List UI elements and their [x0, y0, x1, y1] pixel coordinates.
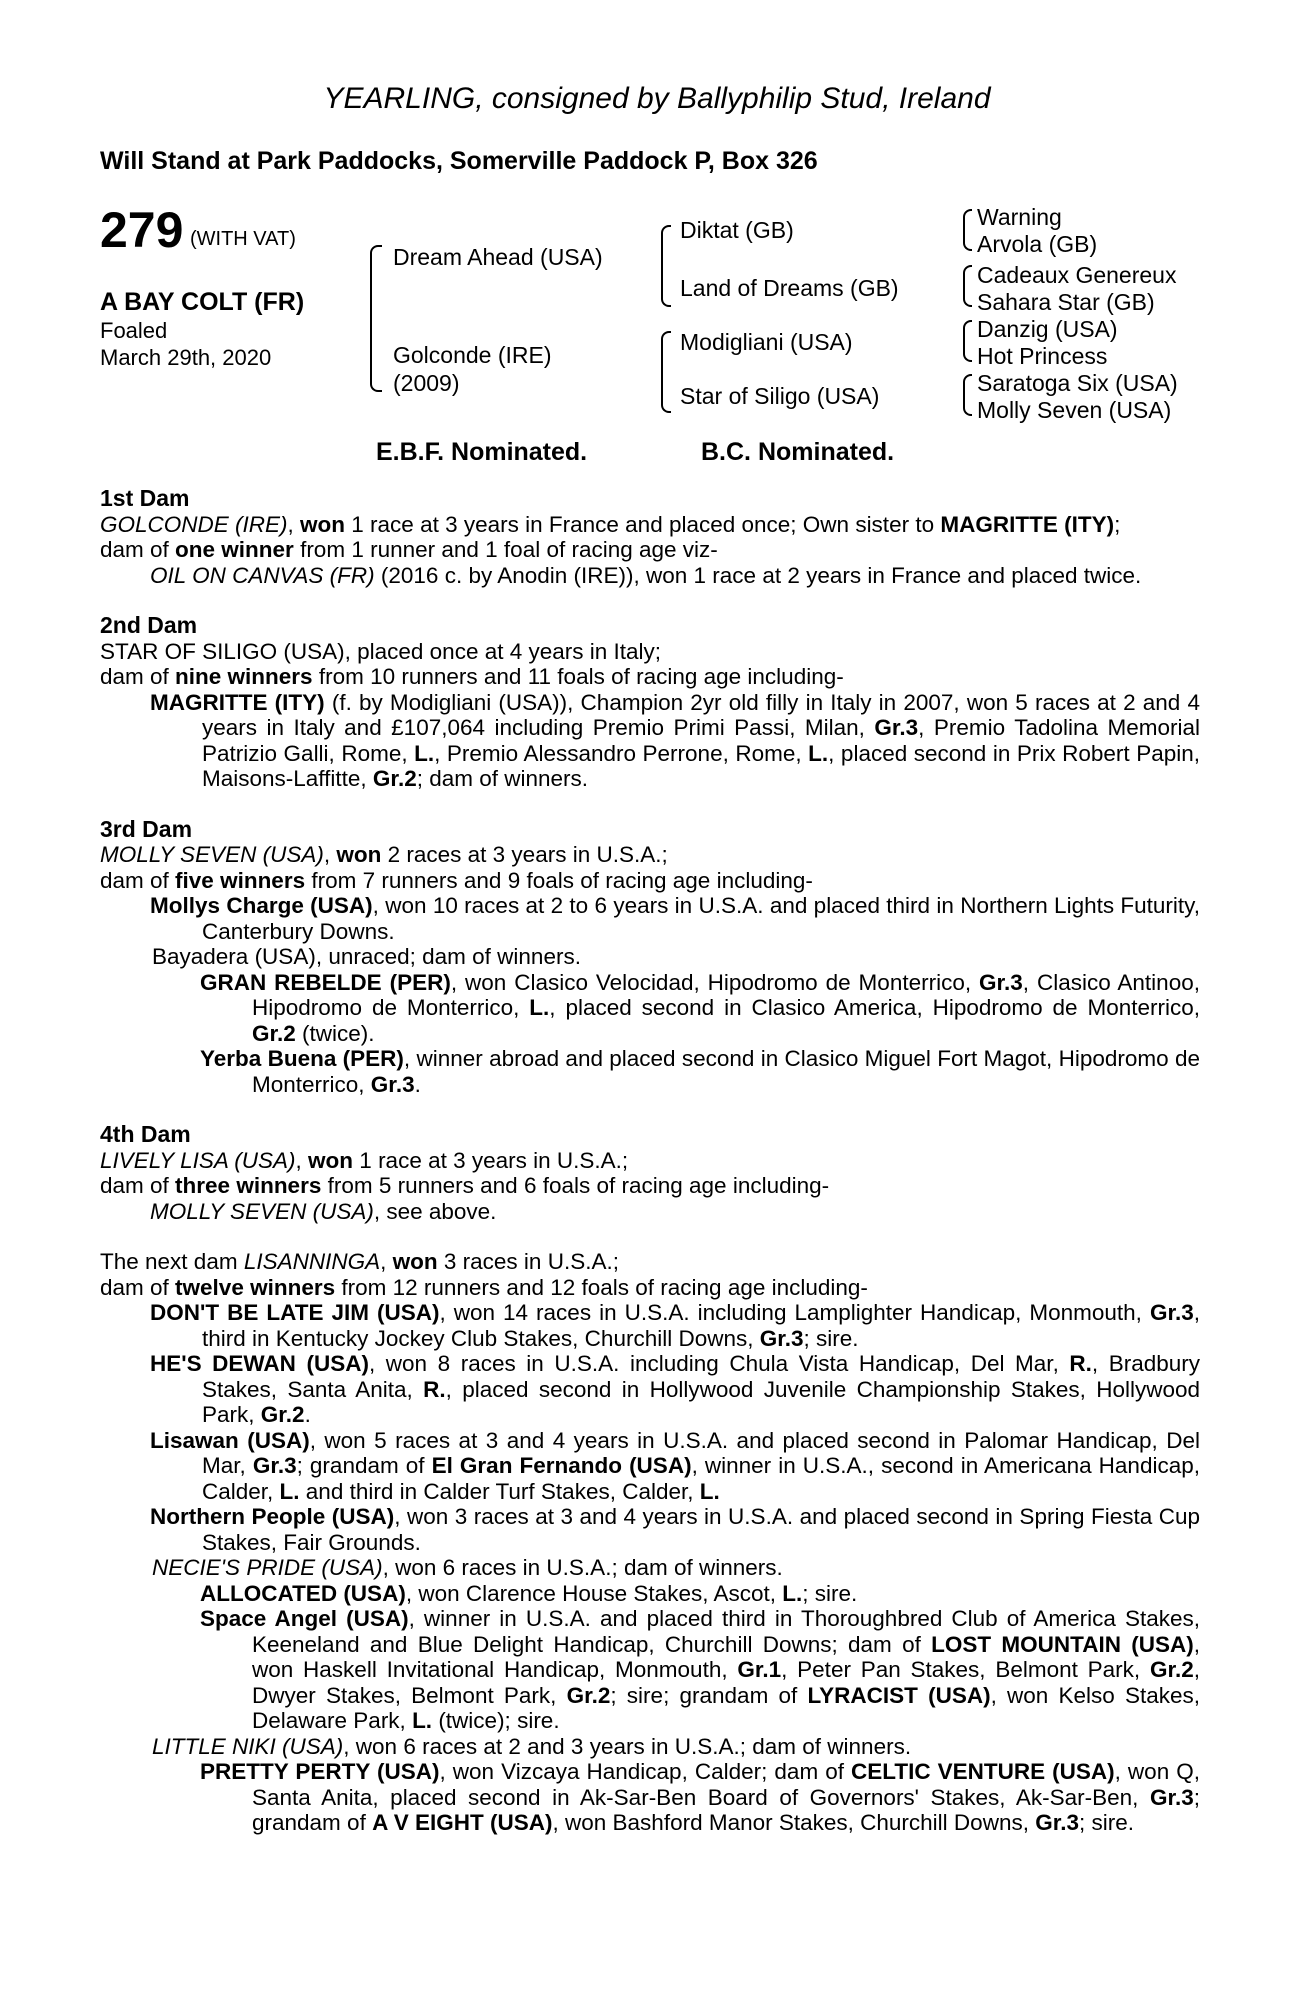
pedigree-sdd: Sahara Star (GB)	[977, 289, 1155, 315]
pedigree-dss: Danzig (USA)	[977, 316, 1118, 342]
next-dam-section	[100, 1249, 1200, 1836]
first-dam-produce-entry: OIL ON CANVAS (FR) (2016 c. by Anodin (IRE)), won 1 race at 2 years in France and placed twice.	[150, 562, 1142, 588]
pedigree-dam-year: (2009)	[393, 370, 460, 396]
next-dam-record: The next dam LISANNINGA, won 3 races in U.S.A.;	[100, 1249, 619, 1274]
fourth-dam-produce-summary: dam of three winners from 5 runners and 6 foals of racing age including-	[100, 1173, 830, 1198]
second-dam-heading: 2nd Dam	[100, 612, 198, 638]
second-dam-section	[100, 613, 1200, 792]
pedigree-bracket-4	[963, 374, 972, 416]
next-dam-produce-entry: Lisawan (USA), won 5 races at 3 and 4 years in U.S.A. and placed second in Palomar Handicap, Del Mar, Gr.3; grandam of El Gran Fernando (USA), winner in U.S.A., second in Americana Handicap, Calder, L. and third in Calder Turf Stakes, Calder, L.	[150, 1427, 1200, 1504]
lot-description: A BAY COLT (FR)	[100, 288, 305, 316]
fourth-dam-record: LIVELY LISA (USA), won 1 race at 3 years in U.S.A.;	[100, 1147, 629, 1173]
pedigree-sds: Cadeaux Genereux	[977, 262, 1177, 288]
pedigree-dam-sire: Modigliani (USA)	[680, 329, 853, 355]
next-dam-produce-summary: dam of twelve winners from 12 runners and 12 foals of racing age including-	[100, 1274, 868, 1300]
pedigree-sss: Warning	[977, 204, 1062, 230]
next-dam-produce-entry: DON'T BE LATE JIM (USA), won 14 races in U.S.A. including Lamplighter Handicap, Monmouth, Gr.3, third in Kentucky Jockey Club Stakes, Churchill Downs, Gr.3; sire.	[150, 1300, 1200, 1351]
stand-location: Will Stand at Park Paddocks, Somerville Paddock P, Box 326	[100, 147, 818, 175]
third-dam-produce-summary: dam of five winners from 7 runners and 9 foals of racing age including-	[100, 867, 813, 893]
pedigree-dsd: Hot Princess	[977, 343, 1108, 369]
fourth-dam-produce-entry: MOLLY SEVEN (USA), see above.	[150, 1198, 497, 1224]
pedigree-ssd: Arvola (GB)	[977, 231, 1098, 257]
pedigree-bracket-3	[963, 320, 972, 362]
pedigree-bracket-dam	[661, 331, 671, 413]
third-dam-section	[100, 817, 1200, 1098]
pedigree-bracket-2	[963, 265, 972, 307]
third-dam-produce-entry: Bayadera (USA), unraced; dam of winners.	[152, 944, 581, 969]
third-dam-heading: 3rd Dam	[100, 815, 193, 842]
second-dam-produce-summary: dam of nine winners from 10 runners and 11 foals of racing age including-	[100, 664, 844, 689]
fourth-dam-section	[100, 1122, 1200, 1224]
pedigree-sire-dam: Land of Dreams (GB)	[680, 275, 899, 301]
third-dam-record: MOLLY SEVEN (USA), won 2 races at 3 years in U.S.A.;	[100, 842, 668, 867]
pedigree-dam: Golconde (IRE)	[393, 342, 552, 368]
lot-vat: (WITH VAT)	[190, 228, 296, 250]
first-dam-produce-summary: dam of one winner from 1 runner and 1 foal of racing age viz-	[100, 537, 718, 562]
catalogue-body	[100, 486, 1200, 1836]
foaled-date: March 29th, 2020	[100, 345, 272, 370]
pedigree-bracket-parents	[370, 245, 382, 392]
next-dam-produce-entry: NECIE'S PRIDE (USA), won 6 races in U.S.A.; dam of winners.	[152, 1555, 783, 1580]
first-dam-record: GOLCONDE (IRE), won 1 race at 3 years in France and placed once; Own sister to MAGRITTE (ITY);	[100, 511, 1121, 537]
next-dam-produce-entry: LITTLE NIKI (USA), won 6 races at 2 and 3 years in U.S.A.; dam of winners.	[152, 1733, 912, 1759]
next-dam-produce-entry: Northern People (USA), won 3 races at 3 and 4 years in U.S.A. and placed second in Spring Fiesta Cup Stakes, Fair Grounds.	[150, 1504, 1200, 1555]
ebf-nominated: E.B.F. Nominated.	[376, 438, 588, 466]
second-dam-record: STAR OF SILIGO (USA), placed once at 4 years in Italy;	[100, 638, 662, 664]
bc-nominated: B.C. Nominated.	[701, 438, 895, 466]
third-dam-produce-entry: Mollys Charge (USA), won 10 races at 2 to 6 years in U.S.A. and placed third in Northern Lights Futurity, Canterbury Downs.	[150, 893, 1201, 944]
pedigree-sire: Dream Ahead (USA)	[393, 244, 603, 270]
third-dam-grandproduce-entry: GRAN REBELDE (PER), won Clasico Velocidad, Hipodromo de Monterrico, Gr.3, Clasico Antinoo, Hipodromo de Monterrico, L., placed second in Clasico America, Hipodromo de Monterrico, Gr.2 (twice).	[200, 969, 1200, 1046]
next-dam-grandproduce-entry: PRETTY PERTY (USA), won Vizcaya Handicap, Calder; dam of CELTIC VENTURE (USA), won Q, Santa Anita, placed second in Ak-Sar-Ben Board of Governors' Stakes, Ak-Sar-Ben, Gr.3; grandam of A V EIGHT (USA), won Bashford Manor Stakes, Churchill Downs, Gr.3; sire.	[200, 1759, 1200, 1835]
fourth-dam-heading: 4th Dam	[100, 1121, 191, 1147]
page-title: YEARLING, consigned by Ballyphilip Stud, Ireland	[323, 82, 991, 115]
next-dam-produce-entry: HE'S DEWAN (USA), won 8 races in U.S.A. including Chula Vista Handicap, Del Mar, R., Bradbury Stakes, Santa Anita, R., placed second in Hollywood Juvenile Championship Stakes, Hollywood Park, Gr.2.	[150, 1351, 1201, 1427]
pedigree-bracket-sire	[661, 225, 671, 307]
foaled-label: Foaled	[100, 318, 168, 343]
pedigree-bracket-1	[963, 209, 972, 251]
pedigree-sire-sire: Diktat (GB)	[680, 217, 794, 243]
lot-number: 279	[100, 202, 184, 258]
pedigree-dds: Saratoga Six (USA)	[977, 370, 1178, 396]
next-dam-grandproduce-entry: Space Angel (USA), winner in U.S.A. and placed third in Thoroughbred Club of America Stakes, Keeneland and Blue Delight Handicap, Churchill Downs; dam of LOST MOUNTAIN (USA), won Haskell Invitational Handicap, Monmouth, Gr.1, Peter Pan Stakes, Belmont Park, Gr.2, Dwyer Stakes, Belmont Park, Gr.2; sire; grandam of LYRACIST (USA), won Kelso Stakes, Delaware Park, L. (twice); sire.	[200, 1606, 1201, 1733]
pedigree-dam-dam: Star of Siligo (USA)	[680, 383, 880, 409]
second-dam-produce-entry: MAGRITTE (ITY) (f. by Modigliani (USA)), Champion 2yr old filly in Italy in 2007, won 5 races at 2 and 4 years in Italy and £107,064 including Premio Primi Passi, Milan, Gr.3, Premio Tadolina Memorial Patrizio Galli, Rome, L., Premio Alessandro Perrone, Rome, L., placed second in Prix Robert Papin, Maisons-Laffitte, Gr.2; dam of winners.	[150, 689, 1200, 791]
pedigree-ddd: Molly Seven (USA)	[977, 397, 1172, 423]
next-dam-grandproduce-entry: ALLOCATED (USA), won Clarence House Stakes, Ascot, L.; sire.	[200, 1580, 858, 1606]
foaled-info	[100, 317, 271, 371]
first-dam-heading: 1st Dam	[100, 485, 190, 511]
first-dam-section	[100, 486, 1200, 588]
third-dam-grandproduce-entry: Yerba Buena (PER), winner abroad and placed second in Clasico Miguel Fort Magot, Hipodromo de Monterrico, Gr.3.	[200, 1046, 1200, 1097]
